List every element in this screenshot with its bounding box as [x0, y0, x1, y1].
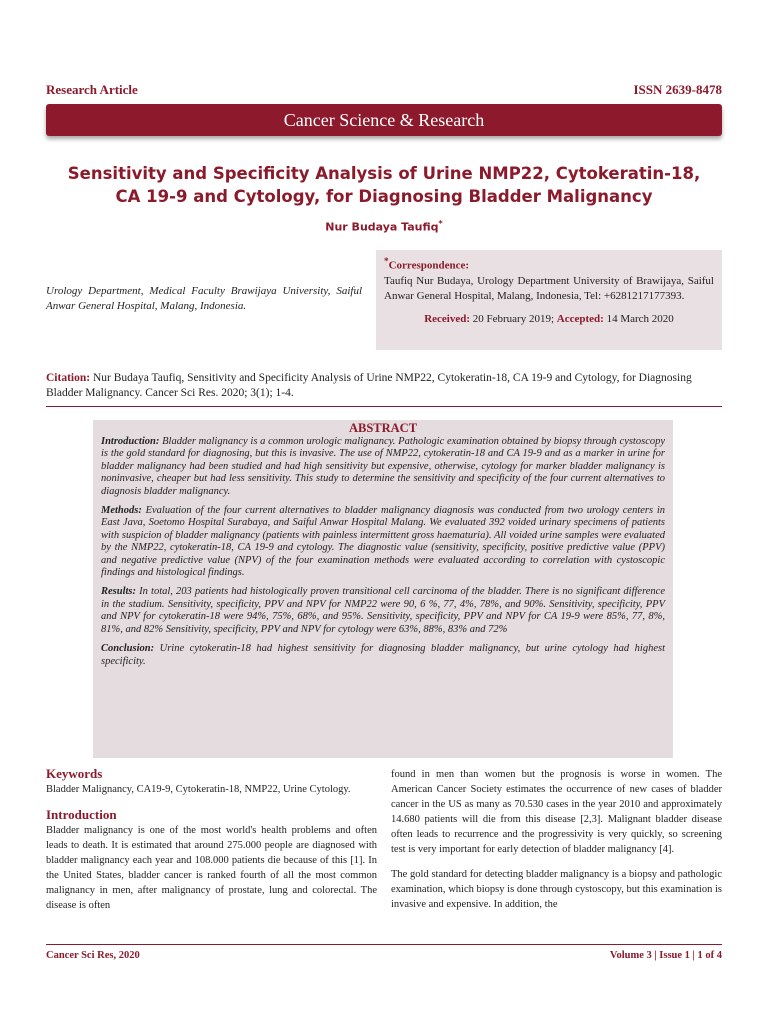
issn: ISSN 2639-8478	[633, 82, 722, 97]
left-column	[46, 766, 377, 913]
abstract-results: Results: In total, 203 patients had histologically proven transitional cell carcinoma of the bladder. There is no significant difference in the stadium. Sensitivity, specificity, PPV and NPV for NMP22 were 90, 6 %, 77, 4%, 78%, and 90%. Sensitivity, specificity, PPV and NPV for cytokeratin-18 were 94%, 75%, 68%, and 95%. Sensitivity, specificity, PPV and NPV for CA 19-9 were 85%, 77, 8%, 81%, and 82% Sensitivity, specificity, PPV and NPV for cytology were 63%, 88%, 83% and 72%	[101, 586, 666, 635]
author-mark: *	[438, 219, 443, 228]
citation: Citation: Nur Budaya Taufiq, Sensitivity and Specificity Analysis of Urine NMP22, Cytokeratin-18, CA 19-9 and Cytology, for Diagnosing Bladder Malignancy. Cancer Sci Res. 2020; 3(1); 1-4.	[46, 372, 692, 399]
introduction-heading: Introduction	[46, 807, 117, 822]
introduction-paragraph-2: found in men than women but the prognosis is worse in women. The American Cancer Society estimates the occurrence of new cases of bladder cancer in the US as many as 70.530 cases in the year 2010 and approximately 14.680 patients will die from this disease [2,3]. Malignant bladder disease often leads to recurrence and the progressivity is very quickly, so screening test is very important for early detection of bladder malignancy [4].	[391, 769, 722, 855]
accepted-date: 14 March 2020	[606, 312, 674, 325]
keywords-text: Bladder Malignancy, CA19-9, Cytokeratin-18, NMP22, Urine Cytology.	[46, 784, 351, 795]
correspondence-box	[376, 250, 722, 350]
affiliation: Urology Department, Medical Faculty Brawijaya University, Saiful Anwar General Hospital, Malang, Indonesia.	[46, 285, 362, 312]
dates: Received: 20 February 2019; Accepted: 14 March 2020	[424, 312, 674, 325]
keywords-heading: Keywords	[46, 766, 103, 781]
journal-banner: Cancer Science & Research	[46, 104, 722, 136]
received-date: 20 February 2019;	[472, 312, 555, 325]
introduction-paragraph-1: Bladder malignancy is one of the most world's health problems and often leads to death. It is estimated that around 275.000 people are diagnosed with bladder malignancy each year and 108.000 patients die because of this [1]. In the United States, bladder cancer is ranked fourth of all the most common malignancy in men, after malignancy of prostate, lung and colorectal. The disease is often	[46, 825, 377, 911]
abstract-conclusion: Conclusion: Urine cytokeratin-18 had highest sensitivity for diagnosing bladder malignancy, but urine cytology had highest specificity.	[101, 643, 666, 667]
author-name: Nur Budaya Taufiq	[325, 220, 439, 234]
introduction-paragraph-3: The gold standard for detecting bladder malignancy is a biopsy and pathologic examination, which biopsy is done through cystoscopy, but this examination is invasive and expensive. In addition, the	[391, 869, 722, 910]
right-column	[391, 767, 722, 912]
citation-text: Nur Budaya Taufiq, Sensitivity and Specificity Analysis of Urine NMP22, Cytokeratin-18, CA 19-9 and Cytology, for Diagnosing Bladder Malignancy. Cancer Sci Res. 2020; 3(1); 1-4.	[46, 372, 692, 399]
author-line	[0, 219, 768, 234]
abstract-introduction: Introduction: Bladder malignancy is a common urologic malignancy. Pathologic examination obtained by biopsy through cystoscopy is the gold standard for diagnosing, but this is invasive. The use of NMP22, cytokeratin-18 and CA 19-9 and as a marker in urine for bladder malignancy had been studied and had high sensitivity but expensive, otherwise, cytology for marker bladder malignancy is noninvasive, cheaper but had less sensitivity. This study to determine the sensitivity and specificity of the four current alternatives to diagnosis bladder malignancy.	[101, 436, 666, 497]
footer-journal: Cancer Sci Res, 2020	[46, 950, 140, 961]
correspondence-heading: *Correspondence:	[384, 256, 470, 272]
abstract-heading: ABSTRACT	[348, 421, 418, 435]
footer-page-info: Volume 3 | Issue 1 | 1 of 4	[609, 950, 722, 961]
top-line	[46, 82, 722, 104]
divider	[46, 406, 722, 407]
correspondence-text: Taufiq Nur Budaya, Urology Department University of Brawijaya, Saiful Anwar General Hospital, Malang, Indonesia, Tel: +6281217177393.	[384, 274, 714, 302]
article-type: Research Article	[46, 82, 138, 97]
paper-title: Sensitivity and Specificity Analysis of Urine NMP22, Cytokeratin-18, CA 19-9 and Cytology, for Diagnosing Bladder Malignancy	[67, 164, 701, 206]
abstract-box	[93, 420, 673, 758]
footer-divider	[46, 944, 722, 945]
abstract-methods: Methods: Evaluation of the four current alternatives to bladder malignancy diagnosis was conducted from two urology centers in East Java, Soetomo Hospital Surabaya, and Saiful Anwar Hospital Malang. We evaluated 392 voided urinary specimens of patients with suspicion of bladder malignancy (patients with painless intermittent gross haematuria). All voided urine samples were evaluated by the NMP22, cytokeratin-18, CA 19-9 and cytology. The diagnostic value (sensitivity, specificity, positive predictive value (PPV) and negative predictive value (NPV) of the four examination methods were evaluated according to correlation with cystoscopic findings and histological findings.	[101, 505, 665, 579]
